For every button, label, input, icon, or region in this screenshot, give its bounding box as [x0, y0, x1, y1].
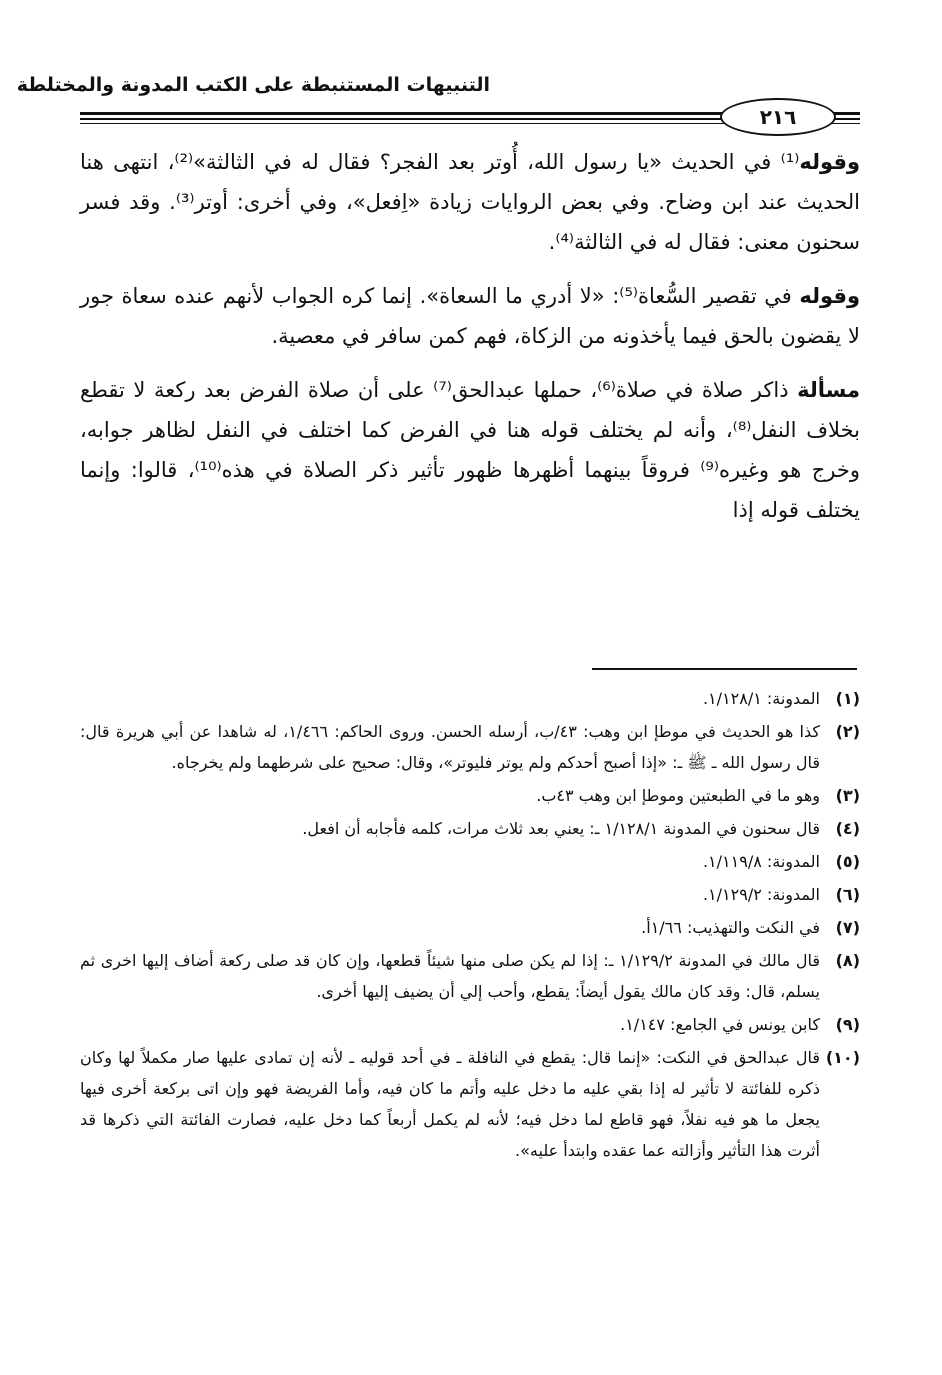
footnote-text: كابن يونس في الجامع: ١/١٤٧. [620, 1015, 820, 1034]
footnote [80, 846, 860, 877]
footnote-number: (٧) [835, 918, 860, 937]
footnote-number: (٦) [835, 885, 860, 904]
footnote [80, 1009, 860, 1040]
footnote-number: (٤) [835, 819, 860, 838]
footnote-text: المدونة: ١/١٢٩/٢. [702, 885, 820, 904]
footnote-number: (١) [835, 689, 860, 708]
footnote [80, 912, 860, 943]
paragraph [80, 276, 860, 356]
footnote-number: (١٠) [825, 1048, 860, 1067]
footnotes [80, 683, 860, 1168]
footnote-text: المدونة: ١/١٢٨/١. [702, 689, 820, 708]
paragraph-lead: مسألة [797, 378, 860, 402]
footnote-text: كذا هو الحديث في موطإ ابن وهب: ٤٣/ب، أرسله الحسن. وروى الحاكم: ١/٤٦٦، له شاهدا عن أبي هريرة قال: قال رسول الله ـ ﷺ ـ: «إذا أصبح أحدكم ولم يوتر فليوتر»، وقال: صحيح على شرطهما ولم يخرجاه. [80, 722, 821, 772]
page-number-badge [720, 98, 836, 136]
paragraph-text: في تقصير السُّعاة⁽⁵⁾: «لا أدري ما السعاة». إنما كره الجواب لأنهم عنده سعاة جور لا يقضون بالحق فيما يأخذونه من الزكاة، فهم كمن سافر في معصية. [80, 284, 860, 348]
footnote-number: (٣) [835, 786, 860, 805]
paragraph-text: ذاكر صلاة في صلاة⁽⁶⁾، حملها عبدالحق⁽⁷⁾ على أن صلاة الفرض بعد ركعة لا تقطع بخلاف النفل⁽⁸⁾، وأنه لم يختلف قوله هنا في الفرض كما اختلف في النفل لظاهر جوابه، وخرج هو وغيره⁽⁹⁾ فروقاً بينهما أظهرها ظهور تأثير ذكر الصلاة في هذه⁽¹⁰⁾، قالوا: وإنما يختلف قوله إذا [80, 378, 860, 522]
footnote [80, 683, 860, 714]
footnote [80, 879, 860, 910]
running-title: التنبيهات المستنبطة على الكتب المدونة والمختلطة [16, 74, 490, 96]
paragraph-lead: وقوله [799, 150, 860, 174]
footnote [80, 945, 860, 1007]
footnote-text: المدونة: ١/١١٩/٨. [702, 852, 820, 871]
footnote-text: قال مالك في المدونة ١/١٢٩/٢ ـ: إذا لم يكن صلى منها شيئاً قطعها، وإن كان قد صلى ركعة أضاف إليها اخرى ثم يسلم، قال: وقد كان مالك يقول أيضاً: يقطع، وأحب إلي أن يضيف إليها أخرى. [80, 951, 820, 1001]
paragraph [80, 142, 860, 262]
footnote-number: (٢) [835, 722, 860, 741]
footnote [80, 813, 860, 844]
footnote-text: وهو ما في الطبعتين وموطإ ابن وهب ٤٣ب. [536, 786, 820, 805]
footnote [80, 716, 860, 778]
footnote-number: (٩) [835, 1015, 860, 1034]
footnote [80, 1042, 860, 1166]
footnote-text: قال عبدالحق في النكت: «إنما قال: يقطع في النافلة ـ في أحد قوليه ـ لأنه إن تمادى عليها صار مكملاً لها وكان ذكره للفائتة لا تأثير له إذا بقي عليه ما دخل عليه وأتم ما كان فيه، وأما الفريضة فهو وإن اتى بركعة أخرى فيها يجعل ما هو فيه نفلاً، فهو قاطع لما دخل فيه؛ لأنه لم يكمل أربعاً كما دخل عليه، فصارت الفائتة التي ذكرها قد أثرت هذا التأثير وأزالته عما عقده وابتدأ عليه». [80, 1048, 820, 1160]
paragraph [80, 370, 860, 530]
footnote [80, 780, 860, 811]
footnote-number: (٥) [835, 852, 860, 871]
footnote-text: في النكت والتهذيب: ١/٦٦أ. [641, 918, 820, 937]
footnote-text: قال سحنون في المدونة ١/١٢٨/١ ـ: يعني بعد ثلاث مرات، كلمه فأجابه أن افعل. [302, 819, 820, 838]
paragraph-text: ⁽¹⁾ في الحديث «يا رسول الله، أُوتر بعد الفجر؟ فقال له في الثالثة»⁽²⁾، انتهى هنا الحديث عند ابن وضاح. وفي بعض الروايات زيادة «اِفعل»، وفي أخرى: أوتر⁽³⁾. وقد فسر سحنون معنى: فقال له في الثالثة⁽⁴⁾. [80, 150, 861, 254]
page-number: ٢١٦ [759, 105, 797, 129]
paragraph-lead: وقوله [799, 284, 861, 308]
main-text [80, 142, 860, 544]
footnote-separator [592, 668, 857, 670]
footnote-number: (٨) [835, 951, 860, 970]
